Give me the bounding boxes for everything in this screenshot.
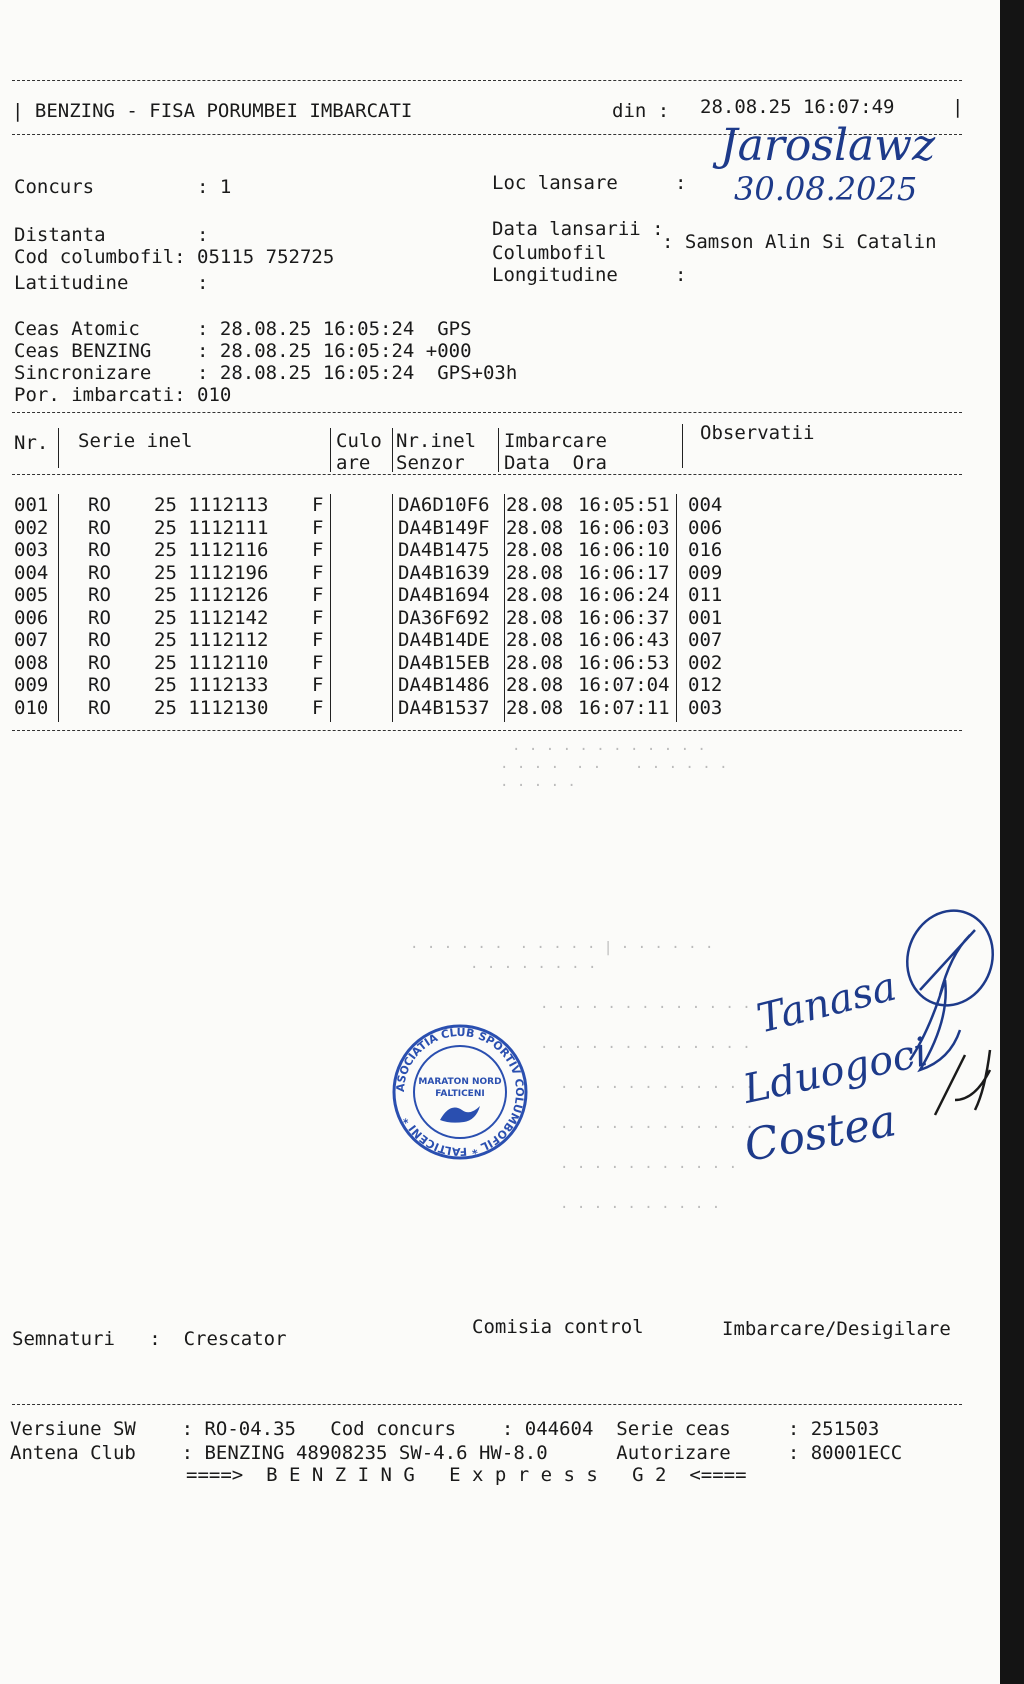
ceas-atomic-line: Ceas Atomic : 28.08.25 16:05:24 GPS [14, 318, 472, 340]
row-sex: F [312, 674, 324, 696]
row-ring-serial: 25 1112113 [154, 494, 269, 516]
row-observation: 004 [688, 494, 723, 516]
row-observation: 011 [688, 584, 723, 606]
row-date: 28.08 [506, 606, 564, 629]
row-date: 28.08 [506, 629, 564, 651]
table-row [14, 539, 774, 561]
row-sex: F [312, 561, 324, 584]
row-time: 16:05:51 [578, 494, 670, 516]
table-row [14, 652, 774, 674]
row-time: 16:07:11 [578, 696, 670, 719]
row-sensor-id: DA4B1639 [398, 561, 490, 584]
sincronizare-line: Sincronizare : 28.08.25 16:05:24 GPS+03h [14, 362, 518, 384]
col-header-senzor: Senzor [396, 452, 465, 474]
table-row [14, 494, 774, 516]
col-divider [392, 428, 393, 472]
col-divider [392, 494, 393, 722]
row-sex: F [312, 584, 324, 606]
ceas-benzing-line: Ceas BENZING : 28.08.25 16:05:24 +000 [14, 340, 472, 362]
row-time: 16:06:03 [578, 516, 670, 539]
col-header-data-ora: Data Ora [504, 452, 607, 474]
col-header-nrinel: Nr.inel [396, 430, 477, 452]
col-divider [676, 494, 677, 722]
row-sensor-id: DA4B149F [398, 516, 490, 539]
row-ring-serial: 25 1112116 [154, 539, 269, 561]
col-divider [330, 428, 331, 472]
stamp-inner-text: FALTICENI [435, 1089, 485, 1099]
row-sensor-id: DA36F692 [398, 606, 490, 629]
row-ring-serial: 25 1112110 [154, 651, 269, 674]
row-observation: 007 [688, 629, 723, 651]
concurs-line: Concurs : 1 [14, 176, 232, 198]
row-sex: F [312, 651, 324, 674]
separator [12, 474, 962, 475]
row-country: RO [88, 696, 111, 719]
row-date: 28.08 [506, 696, 564, 719]
separator [12, 80, 962, 81]
row-ring-serial: 25 1112111 [154, 516, 269, 539]
title-frame-bar: | [952, 96, 964, 118]
footer-antenna-line: Antena Club : BENZING 48908235 SW-4.6 HW-8.0 Autorizare : 80001ECC [10, 1442, 903, 1464]
col-header-observatii: Observatii [700, 422, 815, 444]
row-date: 28.08 [506, 584, 564, 606]
row-country: RO [88, 629, 111, 651]
table-row [14, 697, 774, 719]
pigeon-icon [440, 1106, 480, 1123]
col-header-culo: Culo [336, 430, 382, 452]
row-country: RO [88, 606, 111, 629]
col-divider [682, 424, 683, 468]
club-stamp [390, 1022, 530, 1162]
table-row [14, 607, 774, 629]
row-nr: 002 [14, 516, 49, 539]
row-time: 16:06:10 [578, 539, 670, 561]
col-header-are: are [336, 452, 371, 474]
handwritten-name: Costea [740, 1095, 900, 1172]
row-ring-serial: 25 1112133 [154, 674, 269, 696]
table-row [14, 674, 774, 696]
row-ring-serial: 25 1112142 [154, 606, 269, 629]
col-divider [58, 428, 59, 468]
footer-version-line: Versiune SW : RO-04.35 Cod concurs : 044604 Serie ceas : 251503 [10, 1418, 880, 1440]
row-sex: F [312, 539, 324, 561]
row-date: 28.08 [506, 539, 564, 561]
handwritten-signature: Jaroslawz [720, 120, 936, 171]
col-header-imbarcare: Imbarcare [504, 430, 607, 452]
handwritten-date: 30.08.2025 [734, 170, 918, 208]
row-ring-serial: 25 1112130 [154, 696, 269, 719]
row-country: RO [88, 651, 111, 674]
col-divider [504, 494, 505, 722]
columbofil-value: : Samson Alin Si Catalin [662, 231, 937, 253]
handwritten-name: Lduogoci [739, 1029, 932, 1113]
row-time: 16:06:17 [578, 561, 670, 584]
row-sex: F [312, 696, 324, 719]
handwritten-name: Tanasa [752, 963, 901, 1043]
col-divider [58, 494, 59, 722]
separator [12, 1404, 962, 1405]
row-sex: F [312, 494, 324, 516]
row-observation: 012 [688, 674, 723, 696]
row-sensor-id: DA4B14DE [398, 629, 490, 651]
latitudine-line: Latitudine : [14, 272, 209, 294]
page-edge-shadow [1000, 0, 1024, 1684]
row-nr: 004 [14, 561, 49, 584]
table-row [14, 629, 774, 651]
row-sensor-id: DA4B1537 [398, 696, 490, 719]
row-ring-serial: 25 1112112 [154, 629, 269, 651]
distanta-line: Distanta : [14, 224, 209, 246]
row-nr: 001 [14, 494, 49, 516]
row-country: RO [88, 494, 111, 516]
row-time: 16:06:24 [578, 584, 670, 606]
row-date: 28.08 [506, 651, 564, 674]
table-row [14, 562, 774, 584]
row-nr: 008 [14, 651, 49, 674]
stamp-inner-text: MARATON NORD [418, 1077, 502, 1087]
row-observation: 009 [688, 561, 723, 584]
col-divider [498, 428, 499, 472]
row-time: 16:06:53 [578, 651, 670, 674]
row-sensor-id: DA4B1475 [398, 539, 490, 561]
row-sex: F [312, 629, 324, 651]
row-nr: 009 [14, 674, 49, 696]
row-country: RO [88, 516, 111, 539]
loc-lansare-line: Loc lansare : [492, 172, 687, 194]
row-date: 28.08 [506, 494, 564, 516]
table-row [14, 584, 774, 606]
row-sex: F [312, 516, 324, 539]
stamp-outer-text: ASOCIATIA CLUB SPORTIV COLUMBOFIL * FALTICENI * [393, 1025, 527, 1159]
row-ring-serial: 25 1112196 [154, 561, 269, 584]
row-nr: 005 [14, 584, 49, 606]
comisia-control-label: Comisia control [472, 1316, 644, 1338]
longitudine-line: Longitudine : [492, 264, 687, 286]
columbofil-label: Columbofil [492, 242, 607, 264]
row-nr: 007 [14, 629, 49, 651]
separator [12, 412, 962, 413]
print-date-label: din : [612, 100, 670, 122]
row-observation: 006 [688, 516, 723, 539]
row-nr: 003 [14, 539, 49, 561]
row-country: RO [88, 539, 111, 561]
row-date: 28.08 [506, 674, 564, 696]
data-lansarii-line: Data lansarii : [492, 218, 664, 240]
row-date: 28.08 [506, 516, 564, 539]
row-sensor-id: DA4B1486 [398, 674, 490, 696]
imbarcare-desigilare-label: Imbarcare/Desigilare [722, 1318, 951, 1340]
row-sex: F [312, 606, 324, 629]
cod-columbofil-line: Cod columbofil: 05115 752725 [14, 246, 335, 268]
row-observation: 016 [688, 539, 723, 561]
semnaturi-line: Semnaturi : Crescator [12, 1328, 287, 1350]
footer-brand-line: ====> B E N Z I N G E x p r e s s G 2 <==== [186, 1464, 747, 1486]
row-country: RO [88, 584, 111, 606]
row-time: 16:06:37 [578, 606, 670, 629]
document-title: | BENZING - FISA PORUMBEI IMBARCATI [12, 100, 413, 122]
row-time: 16:06:43 [578, 629, 670, 651]
col-header-nr: Nr. [14, 432, 49, 454]
row-ring-serial: 25 1112126 [154, 584, 269, 606]
print-date-value: 28.08.25 16:07:49 [700, 96, 895, 118]
handwritten-signatures [880, 900, 1010, 1130]
row-sensor-id: DA6D10F6 [398, 494, 490, 516]
col-divider [330, 494, 331, 722]
table-row [14, 517, 774, 539]
row-observation: 003 [688, 696, 723, 719]
col-header-serie: Serie inel [78, 430, 193, 452]
row-nr: 010 [14, 696, 49, 719]
row-sensor-id: DA4B15EB [398, 651, 490, 674]
row-date: 28.08 [506, 561, 564, 584]
row-country: RO [88, 561, 111, 584]
row-country: RO [88, 674, 111, 696]
row-observation: 001 [688, 606, 723, 629]
row-observation: 002 [688, 651, 723, 674]
row-sensor-id: DA4B1694 [398, 584, 490, 606]
separator [12, 730, 962, 731]
por-imbarcati-line: Por. imbarcati: 010 [14, 384, 232, 406]
row-nr: 006 [14, 606, 49, 629]
row-time: 16:07:04 [578, 674, 670, 696]
